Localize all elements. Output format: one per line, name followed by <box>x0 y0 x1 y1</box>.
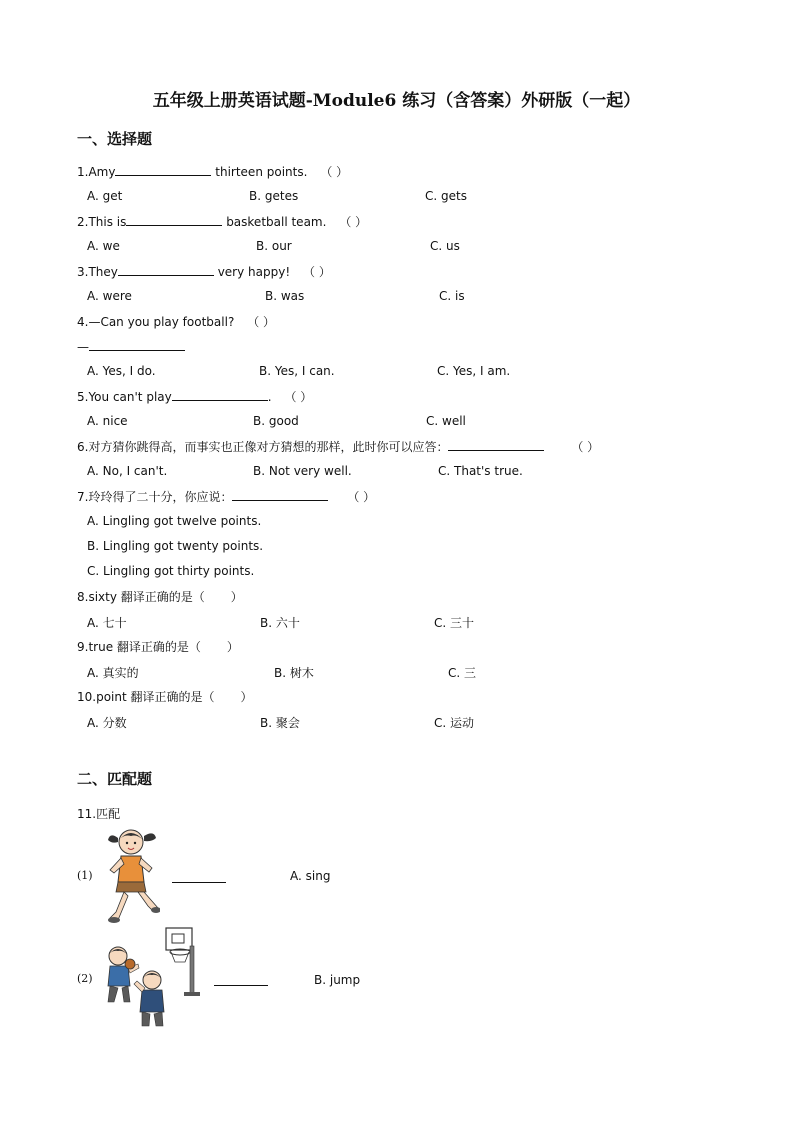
option-c[interactable]: C. 运动 <box>434 716 475 730</box>
option-c[interactable]: C. 三十 <box>434 616 475 630</box>
match-number: (1) <box>77 869 93 882</box>
option-a[interactable]: A. nice <box>87 414 128 428</box>
option-a[interactable]: A. 七十 <box>87 616 127 630</box>
option-b[interactable]: B. 树木 <box>274 666 314 680</box>
question-4-answer-line: — <box>77 338 185 354</box>
question-8: 8.sixty 翻译正确的是（ ） <box>77 590 243 604</box>
option-a[interactable]: A. 真实的 <box>87 666 139 680</box>
answer-blank[interactable] <box>214 975 268 986</box>
option-c[interactable]: C. gets <box>425 189 467 203</box>
question-10: 10.point 翻译正确的是（ ） <box>77 690 253 704</box>
option-b[interactable]: B. was <box>265 289 305 303</box>
option-a[interactable]: A. No, I can't. <box>87 464 168 478</box>
answer-blank[interactable] <box>172 388 268 401</box>
option-c[interactable]: C. us <box>430 239 460 253</box>
option-a[interactable]: A. get <box>87 189 123 203</box>
question-1: 1.Amy thirteen points. （ ） <box>77 165 349 179</box>
match-number: (2) <box>77 972 93 985</box>
option-a[interactable]: A. we <box>87 239 120 253</box>
question-6: 6.对方猜你跳得高，而事实也正像对方猜想的那样，此时你可以应答： （ ） <box>77 440 600 454</box>
girl-running-picture <box>104 826 160 926</box>
option-b[interactable]: B. Not very well. <box>253 464 352 478</box>
section-matching-heading: 二、匹配题 <box>77 770 153 788</box>
answer-blank[interactable] <box>89 338 185 351</box>
option-c[interactable]: C. 三 <box>448 666 477 680</box>
match-option-a[interactable]: A. sing <box>290 869 331 883</box>
boys-basketball-picture <box>104 926 214 1030</box>
answer-blank[interactable] <box>232 488 328 501</box>
answer-blank[interactable] <box>448 438 544 451</box>
answer-blank[interactable] <box>126 213 222 226</box>
option-c[interactable]: C. That's true. <box>438 464 523 478</box>
option-b[interactable]: B. Lingling got twenty points. <box>87 539 264 553</box>
option-c[interactable]: C. well <box>426 414 466 428</box>
question-1-stem: 1.Amy <box>77 165 116 179</box>
answer-blank[interactable] <box>118 263 214 276</box>
question-5: 5.You can't play . （ ） <box>77 390 313 404</box>
question-9: 9.true 翻译正确的是（ ） <box>77 640 239 654</box>
option-b[interactable]: B. 聚会 <box>260 716 300 730</box>
option-a[interactable]: A. Yes, I do. <box>87 364 156 378</box>
option-b[interactable]: B. good <box>253 414 299 428</box>
option-a[interactable]: A. Lingling got twelve points. <box>87 514 262 528</box>
option-b[interactable]: B. Yes, I can. <box>259 364 335 378</box>
question-3: 3.They very happy! （ ） <box>77 265 331 279</box>
option-c[interactable]: C. is <box>439 289 465 303</box>
option-c[interactable]: C. Yes, I am. <box>437 364 511 378</box>
question-4: 4.—Can you play football? （ ） <box>77 315 276 329</box>
option-b[interactable]: B. our <box>256 239 292 253</box>
question-2: 2.This is basketball team. （ ） <box>77 215 368 229</box>
option-c[interactable]: C. Lingling got thirty points. <box>87 564 255 578</box>
answer-blank[interactable] <box>115 163 211 176</box>
option-b[interactable]: B. getes <box>249 189 299 203</box>
option-a[interactable]: A. 分数 <box>87 716 127 730</box>
match-option-b[interactable]: B. jump <box>314 973 361 987</box>
option-b[interactable]: B. 六十 <box>260 616 300 630</box>
section-choice-heading: 一、选择题 <box>77 130 153 148</box>
question-7: 7.玲玲得了二十分，你应说： （ ） <box>77 490 376 504</box>
page-title: 五年级上册英语试题-Module6 练习（含答案）外研版（一起） <box>152 91 641 111</box>
option-a[interactable]: A. were <box>87 289 132 303</box>
answer-blank[interactable] <box>172 872 226 883</box>
question-11: 11.匹配 <box>77 807 121 821</box>
